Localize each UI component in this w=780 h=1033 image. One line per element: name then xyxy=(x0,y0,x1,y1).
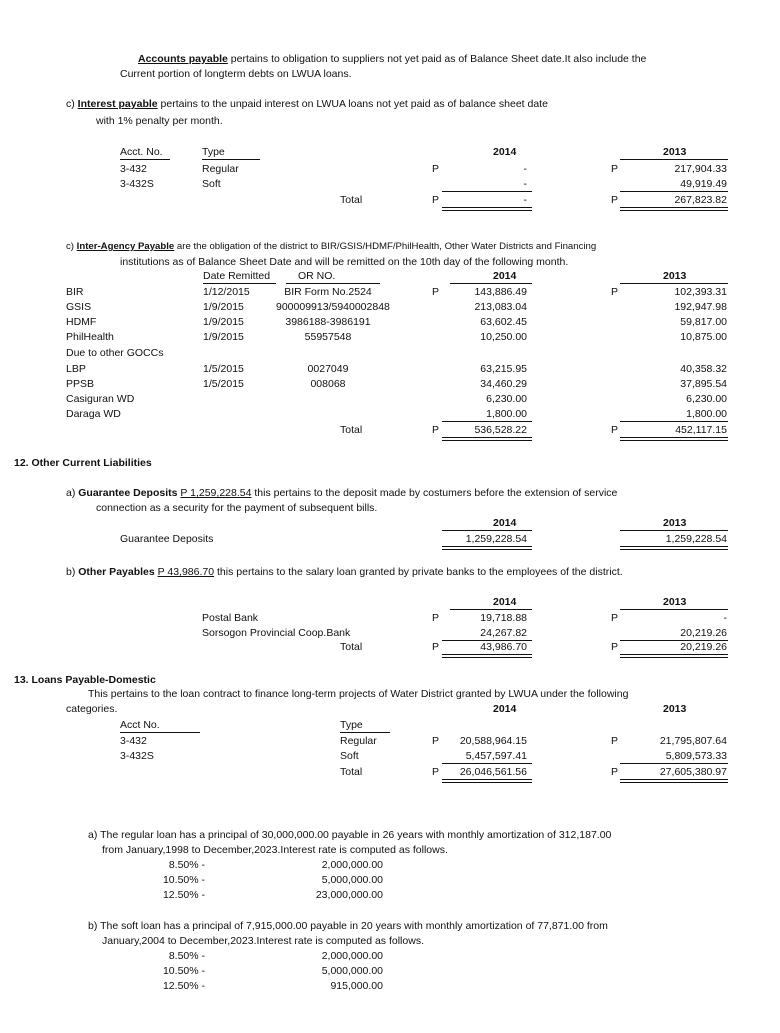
guarantee-header-2014: 2014 xyxy=(493,517,517,529)
interest-row-type: Regular xyxy=(202,163,239,175)
inter-agency-row-2013: 102,393.31 xyxy=(674,286,727,298)
inter-agency-row-2013: 59,817.00 xyxy=(680,316,727,328)
interest-2013-double-rule xyxy=(620,207,728,211)
guarantee-term: Guarantee Deposits xyxy=(78,487,178,499)
inter-agency-total-label: Total xyxy=(340,424,363,436)
loans-total-p2: P xyxy=(611,766,619,778)
interest-payable-term: Interest payable xyxy=(77,98,158,110)
interest-2014-double-rule xyxy=(442,207,532,211)
soft-rate: 12.50% - xyxy=(162,980,205,992)
loans-total-label: Total xyxy=(340,766,363,778)
other-payables-header-2013: 2013 xyxy=(663,596,687,608)
interest-row-type: Soft xyxy=(202,178,221,190)
inter-agency-total-p2: P xyxy=(611,424,619,436)
loans-2013-double-rule xyxy=(620,779,728,783)
inter-agency-text-1: are the obligation of the district to BIR/GSIS/HDMF/PhilHealth, Other Water Districts and Financing xyxy=(174,241,597,252)
section-12-heading: 12. Other Current Liabilities xyxy=(14,457,152,469)
inter-agency-term: Inter-Agency Payable xyxy=(76,241,175,252)
inter-agency-row-p2: P xyxy=(611,286,619,298)
inter-agency-header-2013: 2013 xyxy=(663,270,687,282)
inter-agency-row-name: Casiguran WD xyxy=(66,393,135,405)
inter-agency-row-or: 900009913/5940002848 xyxy=(276,301,390,313)
loans-text-1: This pertains to the loan contract to finance long-term projects of Water District granted by LWUA under the following xyxy=(88,688,629,700)
interest-2013-total-rule xyxy=(620,191,728,192)
inter-agency-total-p1: P xyxy=(432,424,440,436)
inter-agency-row-2014: 34,460.29 xyxy=(480,378,527,390)
loans-2014-double-rule xyxy=(442,779,532,783)
inter-agency-total-2013: 452,117.15 xyxy=(675,424,727,436)
inter-agency-row-2013: 10,875.00 xyxy=(680,331,727,343)
regular-rate-amount: 5,000,000.00 xyxy=(321,874,383,886)
interest-total-2013: 267,823.82 xyxy=(674,194,727,206)
loans-row-2014: 20,588,964.15 xyxy=(459,735,527,747)
loans-header-acct-underline xyxy=(120,732,200,733)
inter-agency-header-or-underline xyxy=(286,283,380,284)
regular-rate-amount: 2,000,000.00 xyxy=(321,859,383,871)
accounts-payable-text-2: Current portion of longterm debts on LWUA loans. xyxy=(120,68,352,80)
interest-total-label: Total xyxy=(340,194,363,206)
interest-payable-prefix: c) xyxy=(66,98,78,110)
interest-header-2013-underline xyxy=(620,159,728,160)
soft-rate-amount: 5,000,000.00 xyxy=(321,965,383,977)
soft-rate: 8.50% - xyxy=(168,950,205,962)
guarantee-header-2013: 2013 xyxy=(663,517,687,529)
loans-row-p1: P xyxy=(432,735,440,747)
other-payables-row-2014: 24,267.82 xyxy=(480,627,527,639)
other-payables-total-p1: P xyxy=(432,641,440,653)
loans-row-2013: 21,795,807.64 xyxy=(659,735,727,747)
interest-row-2014: - xyxy=(523,163,527,175)
inter-agency-row-2013: 37,895.54 xyxy=(680,378,727,390)
interest-payable-text-1: pertains to the unpaid interest on LWUA loans not yet paid as of balance sheet date xyxy=(157,98,548,110)
inter-agency-row-name: Due to other GOCCs xyxy=(66,347,164,359)
inter-agency-row-2013: 192,947.98 xyxy=(674,301,727,313)
inter-agency-2014-double-rule xyxy=(442,437,532,441)
inter-agency-row-2014: 213,083.04 xyxy=(474,301,527,313)
guarantee-prefix: a) xyxy=(66,487,79,499)
interest-row-acct: 3-432 xyxy=(120,163,147,175)
loans-row-2014: 5,457,597.41 xyxy=(465,750,527,762)
interest-row-2014: - xyxy=(523,178,527,190)
inter-agency-2013-double-rule xyxy=(620,437,728,441)
interest-header-2014: 2014 xyxy=(493,146,517,158)
inter-agency-row-name: HDMF xyxy=(66,316,97,328)
inter-agency-prefix: c) xyxy=(66,241,77,252)
inter-agency-row-name: Daraga WD xyxy=(66,408,121,420)
other-payables-header-2013-underline xyxy=(620,609,728,610)
other-payables-total-2014: 43,986.70 xyxy=(480,641,527,653)
inter-agency-row-2014: 143,886.49 xyxy=(474,286,527,298)
accounts-payable-line-1 xyxy=(138,53,646,66)
other-payables-total-2013: 20,219.26 xyxy=(680,641,727,653)
other-payables-row-p2: P xyxy=(611,612,619,624)
inter-agency-row-or: 55957548 xyxy=(304,331,352,343)
other-payables-2014-double-rule xyxy=(442,654,532,658)
inter-agency-row-name: LBP xyxy=(66,363,86,375)
inter-agency-2013-total-rule xyxy=(620,421,728,422)
guarantee-row-label: Guarantee Deposits xyxy=(120,533,214,545)
inter-agency-header-2014: 2014 xyxy=(493,270,517,282)
regular-rate-amount: 23,000,000.00 xyxy=(315,889,383,901)
guarantee-text-2: connection as a security for the payment of subsequent bills. xyxy=(96,502,378,514)
inter-agency-row-or: 008068 xyxy=(310,378,346,390)
inter-agency-header-date-underline xyxy=(203,283,276,284)
loans-total-2013: 27,605,380.97 xyxy=(659,766,727,778)
soft-rate-amount: 915,000.00 xyxy=(330,980,383,992)
other-payables-total-p2: P xyxy=(611,641,619,653)
inter-agency-row-2014: 1,800.00 xyxy=(486,408,527,420)
inter-agency-row-or: 0027049 xyxy=(307,363,349,375)
guarantee-line-1 xyxy=(66,487,617,500)
guarantee-2014-double-rule xyxy=(442,546,532,550)
inter-agency-row-2014: 63,215.95 xyxy=(480,363,527,375)
other-payables-row-2013: - xyxy=(723,612,727,624)
other-payables-header-2014: 2014 xyxy=(493,596,517,608)
other-payables-row-name: Postal Bank xyxy=(202,612,259,624)
inter-agency-2014-total-rule xyxy=(442,421,532,422)
loans-row-type: Regular xyxy=(340,735,377,747)
loans-header-acct: Acct No. xyxy=(120,719,160,731)
loans-total-p1: P xyxy=(432,766,440,778)
regular-rate: 12.50% - xyxy=(162,889,205,901)
inter-agency-row-p1: P xyxy=(432,286,440,298)
other-payables-row-2013: 20,219.26 xyxy=(680,627,727,639)
regular-rate: 8.50% - xyxy=(168,859,205,871)
inter-agency-row-name: GSIS xyxy=(66,301,92,313)
inter-agency-header-2014-underline xyxy=(450,283,532,284)
regular-rate: 10.50% - xyxy=(162,874,205,886)
inter-agency-row-2013: 1,800.00 xyxy=(686,408,727,420)
loans-header-2014: 2014 xyxy=(493,703,517,715)
interest-total-p2: P xyxy=(611,194,619,206)
inter-agency-row-2014: 63,602.45 xyxy=(480,316,527,328)
inter-agency-header-2013-underline xyxy=(620,283,728,284)
other-payables-header-2014-underline xyxy=(450,609,532,610)
interest-header-type: Type xyxy=(202,146,225,158)
interest-payable-text-2: with 1% penalty per month. xyxy=(96,115,223,127)
interest-header-acct: Acct. No. xyxy=(120,146,163,158)
interest-header-type-underline xyxy=(202,159,260,160)
loans-header-type-underline xyxy=(340,732,390,733)
inter-agency-row-date: 1/5/2015 xyxy=(203,378,244,390)
interest-header-2013: 2013 xyxy=(663,146,687,158)
other-payables-line-1 xyxy=(66,566,623,579)
other-payables-amount: P 43,986.70 xyxy=(157,566,215,578)
interest-row-p2: P xyxy=(611,163,619,175)
regular-loan-text-1: a) The regular loan has a principal of 30,000,000.00 payable in 26 years with monthly amortization of 312,187.00 xyxy=(88,829,612,841)
soft-loan-text-2: January,2004 to December,2023.Interest rate is computed as follows. xyxy=(102,935,424,947)
loans-row-2013: 5,809,573.33 xyxy=(665,750,727,762)
interest-total-2014: - xyxy=(523,194,527,206)
other-payables-total-label: Total xyxy=(340,641,363,653)
inter-agency-row-date: 1/9/2015 xyxy=(203,316,244,328)
inter-agency-row-date: 1/9/2015 xyxy=(203,301,244,313)
guarantee-2014-rule xyxy=(442,530,532,531)
interest-total-p1: P xyxy=(432,194,440,206)
inter-agency-header-or: OR NO. xyxy=(298,270,336,282)
loans-row-type: Soft xyxy=(340,750,359,762)
inter-agency-row-name: BIR xyxy=(66,286,84,298)
guarantee-text-1: this pertains to the deposit made by costumers before the extension of service xyxy=(251,487,618,499)
interest-payable-line-1 xyxy=(66,98,548,111)
interest-row-2013: 217,904.33 xyxy=(674,163,727,175)
regular-loan-text-2: from January,1998 to December,2023.Interest rate is computed as follows. xyxy=(102,844,448,856)
soft-rate-amount: 2,000,000.00 xyxy=(321,950,383,962)
accounts-payable-text-1: pertains to obligation to suppliers not yet paid as of Balance Sheet date.It also include the xyxy=(227,53,647,65)
guarantee-2013-rule xyxy=(620,530,728,531)
other-payables-2013-double-rule xyxy=(620,654,728,658)
section-13-heading: 13. Loans Payable-Domestic xyxy=(14,674,156,686)
loans-total-2014: 26,046,561.56 xyxy=(459,766,527,778)
other-payables-term: Other Payables xyxy=(78,566,155,578)
soft-rate: 10.50% - xyxy=(162,965,205,977)
interest-row-acct: 3-432S xyxy=(120,178,154,190)
interest-header-acct-underline xyxy=(120,159,170,160)
inter-agency-row-date: 1/9/2015 xyxy=(203,331,244,343)
loans-header-type: Type xyxy=(340,719,363,731)
inter-agency-row-date: 1/5/2015 xyxy=(203,363,244,375)
other-payables-text-1: this pertains to the salary loan granted by private banks to the employees of the district. xyxy=(214,566,623,578)
loans-text-2: categories. xyxy=(66,703,118,715)
inter-agency-row-2013: 6,230.00 xyxy=(686,393,727,405)
loans-2013-total-rule xyxy=(620,763,728,764)
inter-agency-row-name: PPSB xyxy=(66,378,95,390)
loans-row-acct: 3-432S xyxy=(120,750,154,762)
accounts-payable-term: Accounts payable xyxy=(138,53,228,65)
inter-agency-row-2014: 10,250.00 xyxy=(480,331,527,343)
loans-header-2013: 2013 xyxy=(663,703,687,715)
guarantee-row-2013: 1,259,228.54 xyxy=(665,533,727,545)
inter-agency-row-2014: 6,230.00 xyxy=(486,393,527,405)
loans-2014-total-rule xyxy=(442,763,532,764)
guarantee-2013-double-rule xyxy=(620,546,728,550)
other-payables-row-name: Sorsogon Provincial Coop.Bank xyxy=(202,627,351,639)
guarantee-amount: P 1,259,228.54 xyxy=(180,487,252,499)
loans-row-acct: 3-432 xyxy=(120,735,147,747)
soft-loan-text-1: b) The soft loan has a principal of 7,915,000.00 payable in 20 years with monthly amortization of 77,871.00 from xyxy=(88,920,608,932)
inter-agency-row-2013: 40,358.32 xyxy=(680,363,727,375)
inter-agency-row-name: PhilHealth xyxy=(66,331,114,343)
interest-row-2013: 49,919.49 xyxy=(680,178,727,190)
inter-agency-row-date: 1/12/2015 xyxy=(203,286,250,298)
guarantee-row-2014: 1,259,228.54 xyxy=(465,533,527,545)
other-payables-row-2014: 19,718.88 xyxy=(480,612,527,624)
other-payables-prefix: b) xyxy=(66,566,79,578)
inter-agency-text-2: institutions as of Balance Sheet Date and will be remitted on the 10th day of the following month. xyxy=(120,256,569,268)
loans-row-p2: P xyxy=(611,735,619,747)
interest-2014-total-rule xyxy=(442,191,532,192)
inter-agency-header-date: Date Remitted xyxy=(203,270,271,282)
inter-agency-line-1 xyxy=(66,240,596,253)
inter-agency-row-or: BIR Form No.2524 xyxy=(284,286,372,298)
interest-row-p1: P xyxy=(432,163,440,175)
other-payables-row-p1: P xyxy=(432,612,440,624)
inter-agency-total-2014: 536,528.22 xyxy=(474,424,527,436)
inter-agency-row-or: 3986188-3986191 xyxy=(285,316,371,328)
